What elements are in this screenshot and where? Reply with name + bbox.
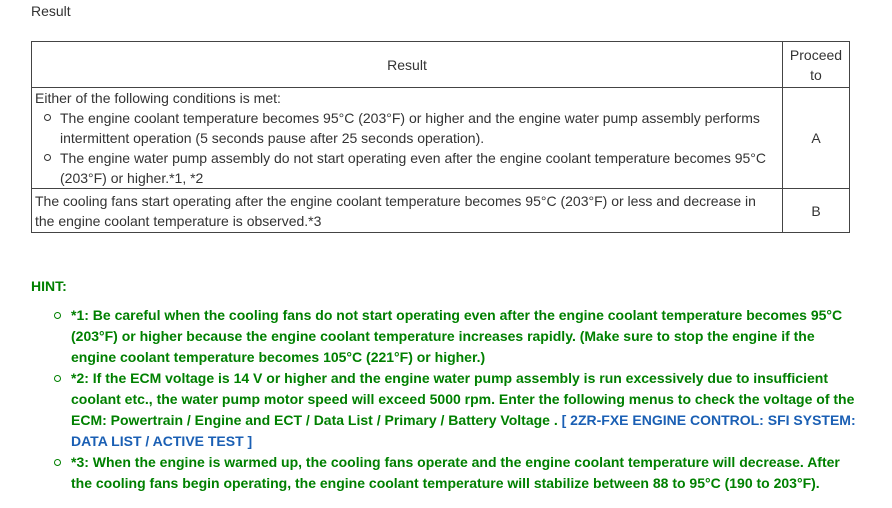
- hint-item: [71, 305, 856, 368]
- table-header-row: [32, 42, 850, 88]
- hint-text: *1: Be careful when the cooling fans do not start operating even after the engine coolant temperature becomes 95°C (203°F) or higher because the engine coolant temperature increases rapidly. (Make sure to stop the engine if the engine coolant temperature becomes 105°C (221°F) or higher.): [71, 307, 843, 365]
- list-item: The engine coolant temperature becomes 95°C (203°F) or higher and the engine water pump assembly performs intermittent operation (5 seconds pause after 25 seconds operation).: [60, 108, 779, 148]
- section-title: Result: [31, 3, 71, 19]
- hint-list: [71, 305, 856, 494]
- hint-title: HINT:: [31, 278, 67, 294]
- result-cell: The cooling fans start operating after the engine coolant temperature becomes 95°C (203°F) or less and decrease in the engine coolant temperature is observed.*3: [32, 189, 783, 233]
- repair-manual-link[interactable]: [ 2ZR-FXE ENGINE CONTROL: SFI SYSTEM: DATA LIST / ACTIVE TEST ]: [71, 412, 856, 449]
- header-result: Result: [32, 42, 783, 88]
- hint-item: [71, 452, 856, 494]
- result-table: [31, 41, 850, 233]
- header-proceed: Proceed to: [783, 42, 850, 88]
- conditions-list: [35, 108, 779, 188]
- hint-text: *2: If the ECM voltage is 14 V or higher and the engine water pump assembly is run excessively due to insufficient coolant etc., the water pump motor speed will exceed 5000 rpm. Enter the following menus to check the voltage of the ECM: Powertrain / Engine and ECT / Data List / Primary / Battery Voltage .: [71, 370, 855, 428]
- hint-text: *3: When the engine is warmed up, the cooling fans operate and the engine coolant temperature will decrease. After the cooling fans begin operating, the engine coolant temperature will stabilize between 88 to 95°C (190 to 203°F).: [71, 454, 840, 491]
- hint-item: [71, 368, 856, 452]
- table-row: [32, 88, 850, 189]
- result-cell: [32, 88, 783, 189]
- list-item: The engine water pump assembly do not start operating even after the engine coolant temperature becomes 95°C (203°F) or higher.*1, *2: [60, 148, 779, 188]
- table-row: [32, 189, 850, 233]
- proceed-cell: A: [783, 88, 850, 189]
- conditions-intro: Either of the following conditions is met:: [35, 90, 281, 106]
- proceed-cell: B: [783, 189, 850, 233]
